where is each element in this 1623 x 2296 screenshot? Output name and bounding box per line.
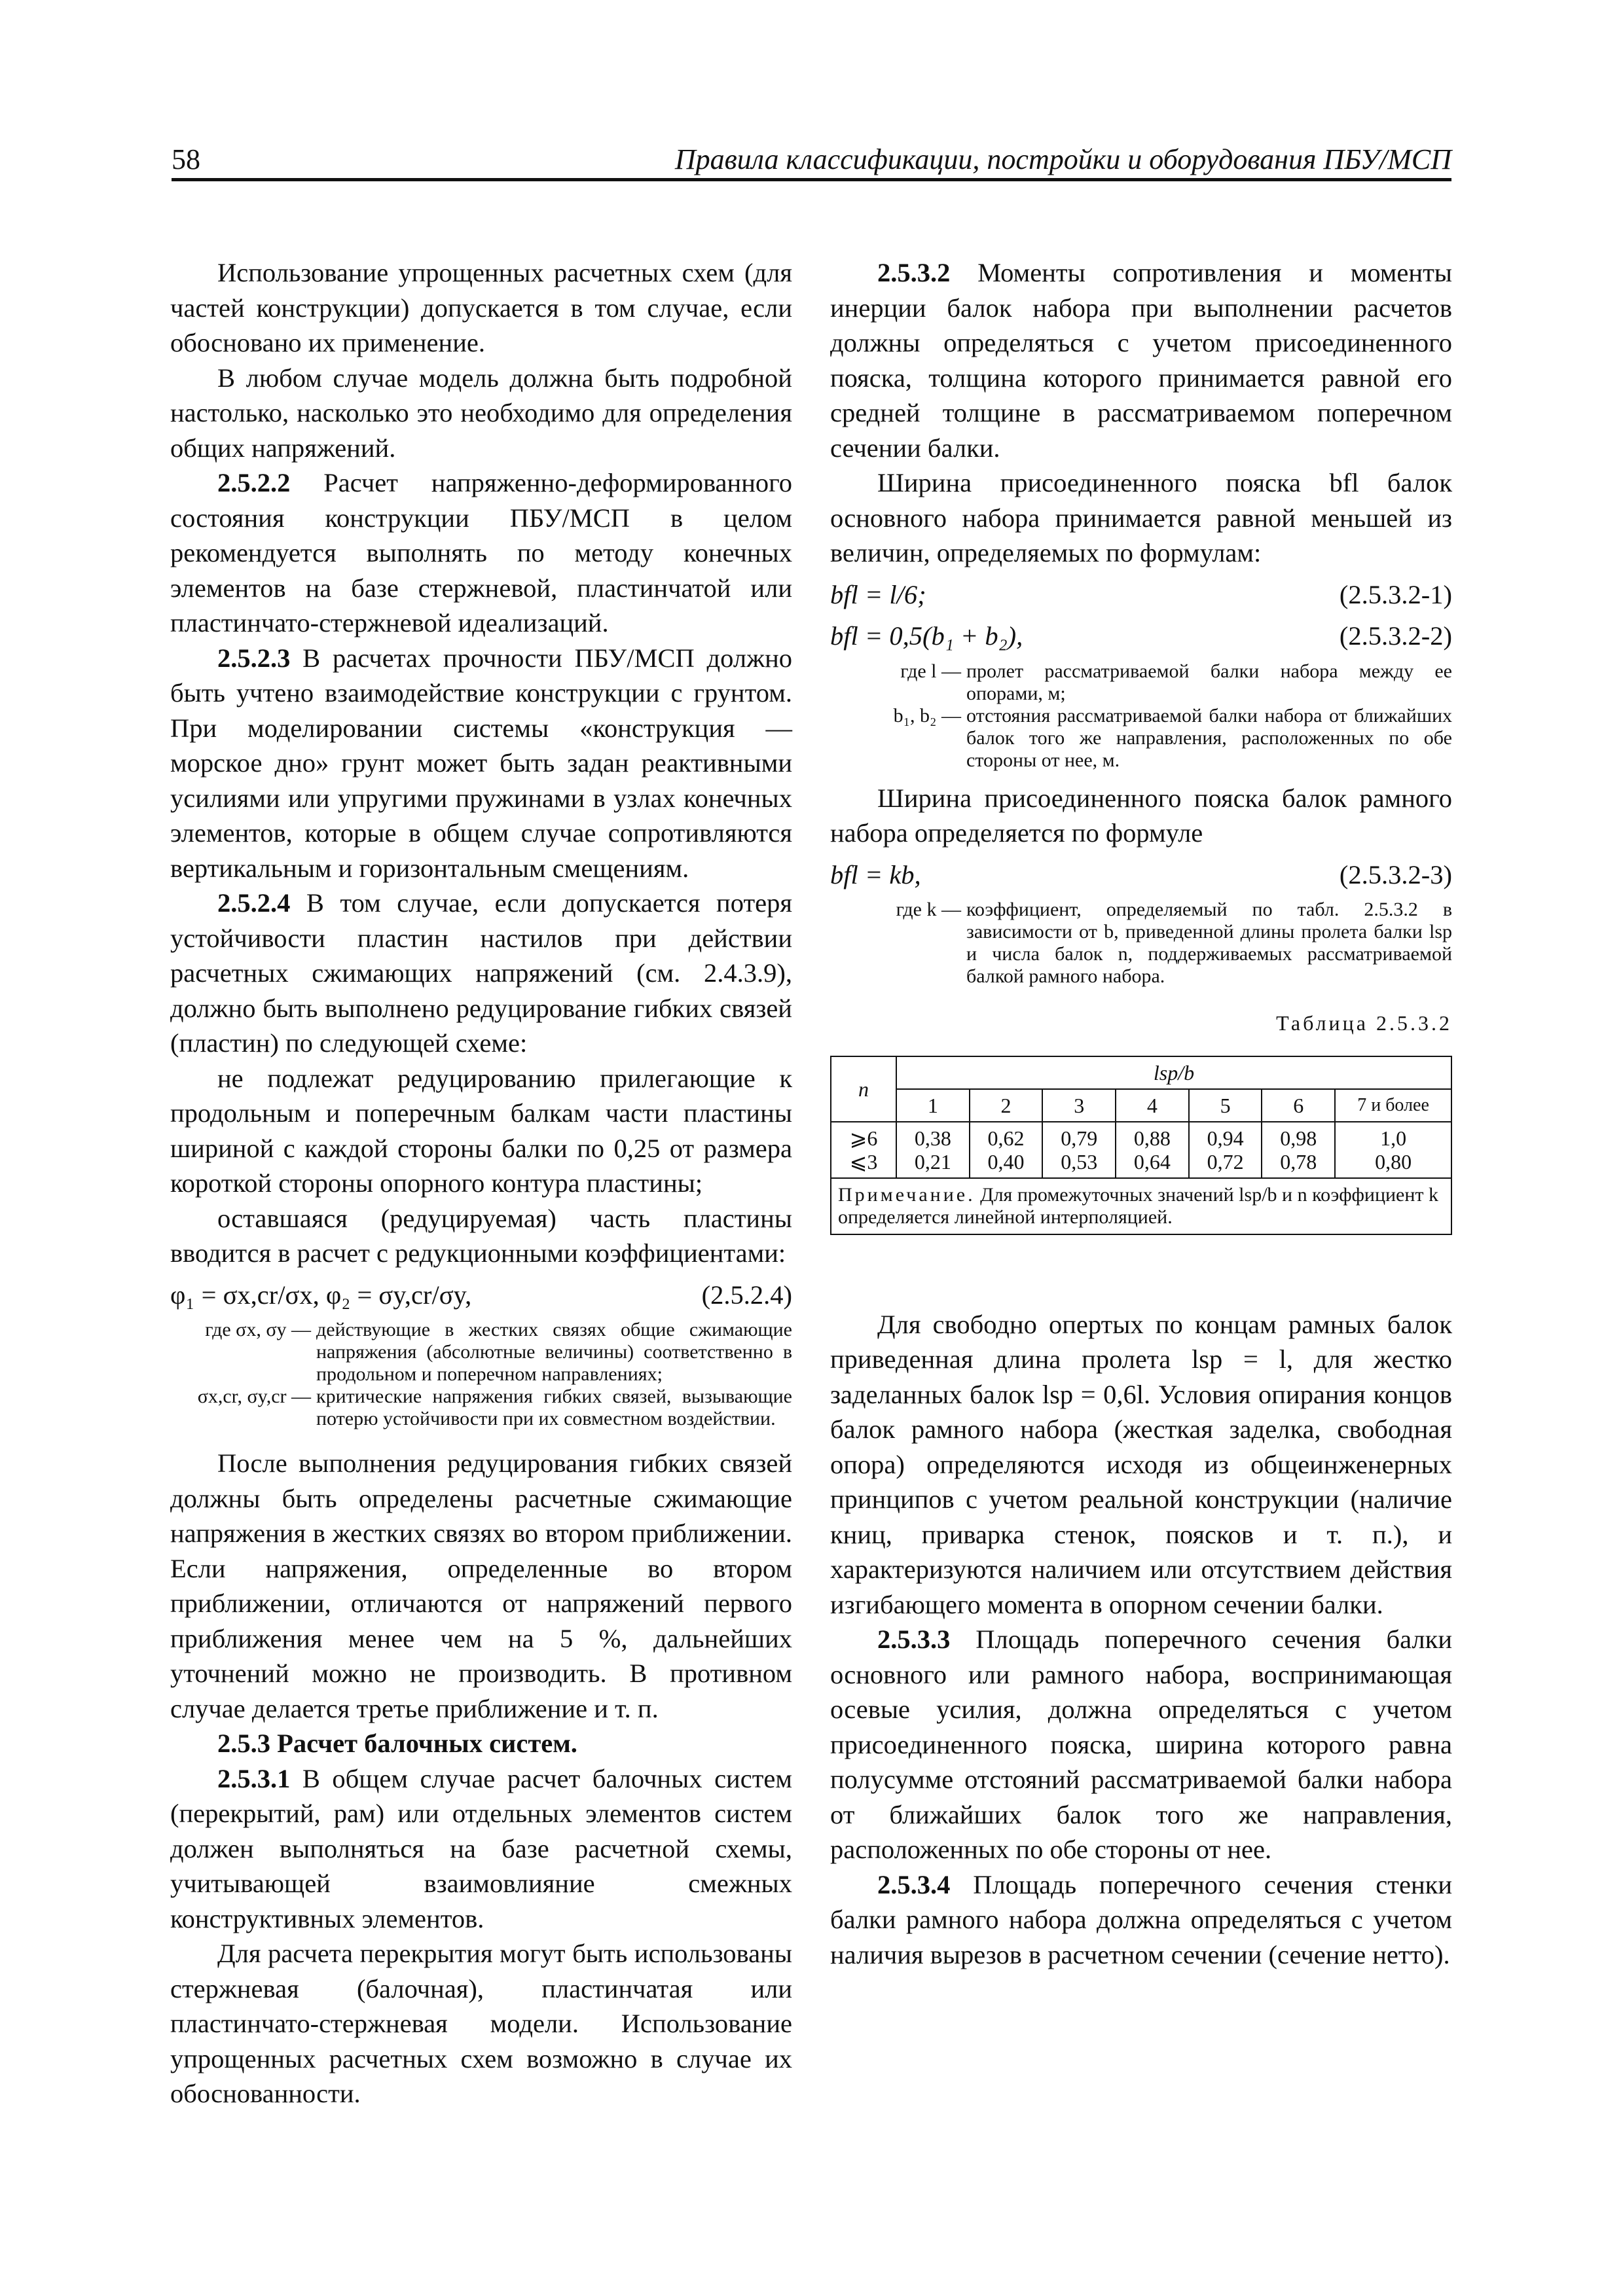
section-2-5-3-4 — [830, 1867, 1452, 1973]
formula-number: (2.5.3.2-3) — [1339, 859, 1452, 889]
formula-legend — [170, 1319, 792, 1430]
section-text: В расчетах прочности ПБУ/МСП должно быть учтено взаимодействие конструкции с грунтом. При моделировании системы «конструкция — морское дно» грунт может быть задан реактивными усилиями или упругими пружинами в узлах конечных элементов, которые в общем случае сопротивляются вертикальным и горизонтальным смещениям. — [170, 643, 792, 883]
table-cell-n: ⩾6 ⩽3 — [831, 1122, 896, 1178]
formula-expression: φ₁ = σx,cr/σx, φ₂ = σy,cr/σy, — [170, 1280, 472, 1310]
paragraph: Для расчета перекрытия могут быть использованы стержневая (балочная), пластинчатая или пластинчато-стержневая модели. Использование упрощенных расчетных схем возможно в случае их обоснованности. — [170, 1939, 792, 2108]
paragraph: оставшаяся (редуцируемая) часть пластины вводится в расчет с редукционными коэффициентами: — [170, 1203, 792, 1268]
formula-expression: bfl = l/6; — [830, 579, 926, 609]
legend-label: где l — — [900, 660, 961, 682]
formula-legend — [830, 660, 1452, 772]
section-number: 2.5.2.3 — [217, 643, 291, 673]
paragraph: Ширина присоединенного пояска балок рамного набора определяется по формуле — [830, 783, 1452, 848]
table-note — [831, 1178, 1451, 1234]
section-2-5-2-2 — [170, 465, 792, 641]
section-number: 2.5.3.3 — [877, 1624, 951, 1654]
legend-text: отстояния рассматриваемой балки набора от ближайших балок того же направления, расположенных по обе стороны от нее, м. — [966, 704, 1452, 771]
paragraph: После выполнения редуцирования гибких связей должны быть определены расчетные сжимающие напряжения в жестких связях во втором приближении. Если напряжения, определенные во втором приближении, отличаются от напряжений первого приближения менее чем на 5 %, дальнейших уточнений можно не производить. В противном случае делается третье приближение и т. п. — [170, 1448, 792, 1723]
table-cell: 0,38 0,21 — [896, 1122, 970, 1178]
table-col-header: 2 — [970, 1089, 1043, 1122]
table-cell: 1,0 0,80 — [1335, 1122, 1451, 1178]
table-caption: Таблица 2.5.3.2 — [1276, 1011, 1452, 1035]
formula-2-5-3-2-1 — [830, 577, 1452, 613]
section-number: 2.5.3.1 — [217, 1763, 291, 1793]
header-rule — [172, 178, 1451, 181]
page-number: 58 — [172, 143, 200, 175]
section-text: В общем случае расчет балочных систем (перекрытий, рам) или отдельных элементов систем должен выполняться на базе расчетной схемы, учитывающей взаимовлияние смежных конструктивных элементов. — [170, 1763, 792, 1933]
section-number: 2.5.3.4 — [877, 1869, 951, 1899]
section-text: В том случае, если допускается потеря устойчивости пластин настилов при действии расчетных сжимающих напряжений (см. 2.4.3.9), должно быть выполнено редуцирование гибких связей (пластин) по следующей схеме: — [170, 888, 792, 1058]
section-number: 2.5.3.2 — [877, 258, 951, 287]
right-column — [830, 255, 1452, 1972]
table-cell: 0,79 0,53 — [1042, 1122, 1116, 1178]
section-2-5-3-3 — [830, 1622, 1452, 1867]
legend-label: где k — — [896, 899, 961, 920]
section-2-5-3-1 — [170, 1761, 792, 1937]
legend-label: b₁, b₂ — — [893, 704, 961, 726]
section-text: Моменты сопротивления и моменты инерции балок набора при выполнении расчетов должны определяться с учетом присоединенного пояска, толщина которого принимается равной его средней толщине в рассматриваемом поперечном сечении балки. — [830, 258, 1452, 463]
section-number: 2.5.2.4 — [217, 888, 291, 918]
section-2-5-3 — [170, 1726, 792, 1761]
coefficient-table — [830, 1056, 1452, 1235]
legend-text: критические напряжения гибких связей, вызывающие потерю устойчивости при их совместном воздействии. — [316, 1386, 792, 1429]
legend-text: пролет рассматриваемой балки набора между ее опорами, м; — [966, 660, 1452, 704]
formula-2-5-2-4 — [170, 1278, 792, 1313]
section-text: Площадь поперечного сечения стенки балки рамного набора должна определяться с учетом наличия вырезов в расчетном сечении (сечение нетто). — [830, 1869, 1452, 1969]
legend-label: σx,cr, σy,cr — — [197, 1386, 311, 1407]
legend-text: действующие в жестких связях общие сжимающие напряжения (абсолютные величины) соответственно в продольном и поперечном направлениях; — [316, 1319, 792, 1385]
formula-number: (2.5.2.4) — [701, 1280, 792, 1310]
formula-number: (2.5.3.2-2) — [1339, 621, 1452, 651]
table-col-header: 5 — [1189, 1089, 1262, 1122]
legend-label: где σx, σy — — [205, 1319, 311, 1340]
paragraph: В любом случае модель должна быть подробной настолько, насколько это необходимо для определения общих напряжений. — [170, 363, 792, 463]
formula-legend — [830, 899, 1452, 988]
table-cell: 0,62 0,40 — [970, 1122, 1043, 1178]
left-column — [170, 255, 792, 2111]
table-cell: 0,88 0,64 — [1116, 1122, 1189, 1178]
table-col-header: 1 — [896, 1089, 970, 1122]
running-header-title: Правила классификации, постройки и оборудования ПБУ/МСП — [674, 143, 1451, 175]
table-col-header: 4 — [1116, 1089, 1189, 1122]
section-number: 2.5.2.2 — [217, 468, 291, 497]
section-2-5-3-2 — [830, 255, 1452, 465]
formula-number: (2.5.3.2-1) — [1339, 579, 1452, 609]
legend-text: коэффициент, определяемый по табл. 2.5.3.2 в зависимости от b, приведенной длины пролета балки lsp и числа балок n, поддерживаемых рассматриваемой балкой рамного набора. — [966, 899, 1452, 987]
section-title: Расчет балочных систем. — [270, 1729, 577, 1758]
paragraph: Использование упрощенных расчетных схем (для частей конструкции) допускается в том случае, если обосновано их применение. — [170, 258, 792, 357]
formula-2-5-3-2-3 — [830, 857, 1452, 893]
section-2-5-2-3 — [170, 641, 792, 886]
formula-expression: bfl = 0,5(b₁ + b₂), — [830, 621, 1023, 651]
formula-2-5-3-2-2 — [830, 619, 1452, 654]
section-2-5-2-4 — [170, 886, 792, 1061]
table-row — [831, 1122, 1451, 1178]
table-note-label: Примечание. — [838, 1183, 976, 1206]
table-cell: 0,98 0,78 — [1262, 1122, 1335, 1178]
paragraph: Ширина присоединенного пояска bfl балок основного набора принимается равной меньшей из величин, определяемых по формулам: — [830, 468, 1452, 567]
section-text: Площадь поперечного сечения балки основного или рамного набора, воспринимающая осевые усилия, должна определяться с учетом присоединенного пояска, ширина которого равна полусумме отстояний рассматриваемой балки набора от ближайших балок того же направления, расположенных по обе стороны от нее. — [830, 1624, 1452, 1864]
table-col-header: 7 и более — [1335, 1089, 1451, 1122]
table-cell: 0,94 0,72 — [1189, 1122, 1262, 1178]
table-col-header: 6 — [1262, 1089, 1335, 1122]
section-number: 2.5.3 — [217, 1729, 270, 1758]
paragraph: не подлежат редуцированию прилегающие к продольным и поперечным балкам части пластины шириной с каждой стороны балки по 0,25 от размера короткой стороны опорного контура пластины; — [170, 1063, 792, 1198]
table-header-n: n — [831, 1056, 896, 1122]
paragraph: Для свободно опертых по концам рамных балок приведенная длина пролета lsp = l, для жестко заделанных балок lsp = 0,6l. Условия опирания концов балок рамного набора (жесткая заделка, свободная опора) определяются исходя из общеинженерных принципов с учетом реальной конструкции (наличие книц, приварка стенок, поясков и т. п.), и характеризуются наличием или отсутствием действия изгибающего момента в опорном сечении балки. — [830, 1309, 1452, 1619]
table-col-header: 3 — [1042, 1089, 1116, 1122]
table-note-text: Для промежуточных значений lsp/b и n коэффициент k определяется линейной интерполяцией. — [838, 1183, 1439, 1228]
table-header-group: lsp/b — [896, 1056, 1451, 1089]
section-text: Расчет напряженно-деформированного состояния конструкции ПБУ/МСП в целом рекомендуется выполнять по методу конечных элементов на базе стержневой, пластинчатой или пластинчато-стержневой идеализаций. — [170, 468, 792, 637]
formula-expression: bfl = kb, — [830, 859, 921, 889]
